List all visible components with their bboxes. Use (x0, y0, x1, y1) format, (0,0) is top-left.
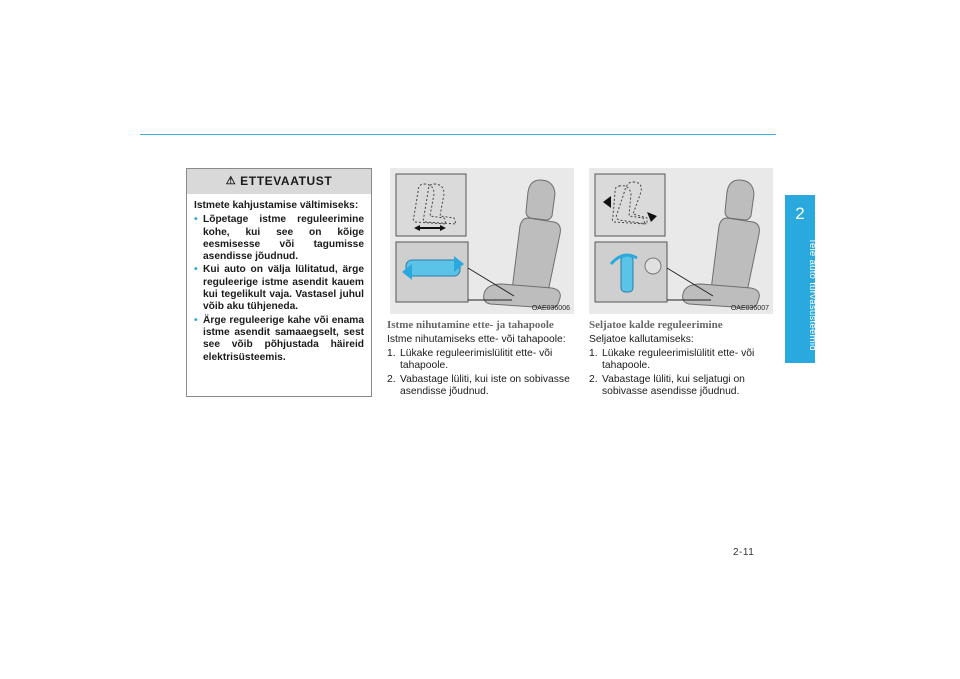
section-seat-slide (387, 319, 577, 401)
step-item: 2. Vabastage lüliti, kui seljatugi on sobivasse asendisse jõudnud. (589, 374, 745, 398)
bullet-icon: • (194, 264, 198, 276)
slide-switch-icon (406, 260, 460, 276)
seat-slide-illustration (390, 168, 574, 314)
caution-item: • Lõpetage istme reguleerimine kohe, kui see on kõige eesmisesse või tagumisse asendisse jõudnud. (194, 214, 364, 263)
caution-header (187, 169, 371, 194)
seat-icon (683, 180, 760, 308)
bullet-icon: • (194, 214, 198, 226)
figure-seat-recline (589, 168, 773, 314)
section-seat-recline (589, 319, 779, 401)
seat-diagram-box (595, 174, 665, 236)
bullet-icon: • (194, 314, 198, 326)
step-item: 1. Lükake reguleerimislülitit ette- või tahapoole. (387, 347, 553, 371)
chapter-title: Teie auto turvasüsteemid (807, 238, 818, 351)
recline-switch-icon (621, 256, 633, 292)
warning-triangle-icon: ⚠ (225, 175, 237, 187)
caution-heading: ETTEVAATUST (240, 174, 333, 188)
step-item: 2. Vabastage lüliti, kui iste on sobivasse asendisse jõudnud. (387, 374, 570, 398)
figure-code: OAE036006 (531, 305, 570, 312)
caution-intro: Istmete kahjustamise vältimiseks: (194, 200, 359, 211)
section-title: Seljatoe kalde reguleerimine (589, 319, 723, 331)
caution-box (186, 168, 372, 397)
page-number: 2-11 (733, 547, 755, 558)
section-title: Istme nihutamine ette- ja tahapoole (387, 319, 554, 331)
caution-item: • Kui auto on välja lülitatud, ärge reguleerige istme asendit kauem kui tegelikult vaja. Vastasel juhul võib aku tühjeneda. (194, 264, 364, 313)
section-intro: Istme nihutamiseks ette- või tahapoole: (387, 334, 566, 346)
top-rule (140, 134, 776, 135)
caution-list (194, 214, 364, 364)
figure-seat-slide (390, 168, 574, 314)
seat-recline-illustration (589, 168, 773, 314)
chapter-number: 2 (795, 204, 805, 223)
step-item: 1. Lükake reguleerimislülitit ette- või tahapoole. (589, 347, 755, 371)
seat-diagram-box (396, 174, 466, 236)
caution-item: • Ärge reguleerige kahe või enama istme asendit samaaegselt, sest see võib põhjustada häireid elektrisüsteemis. (194, 314, 364, 363)
caution-body (187, 194, 371, 364)
seat-icon (484, 180, 561, 308)
figure-code: OAE036007 (730, 305, 769, 312)
section-intro: Seljatoe kallutamiseks: (589, 334, 694, 346)
steps-list (387, 348, 577, 399)
steps-list (589, 348, 779, 399)
